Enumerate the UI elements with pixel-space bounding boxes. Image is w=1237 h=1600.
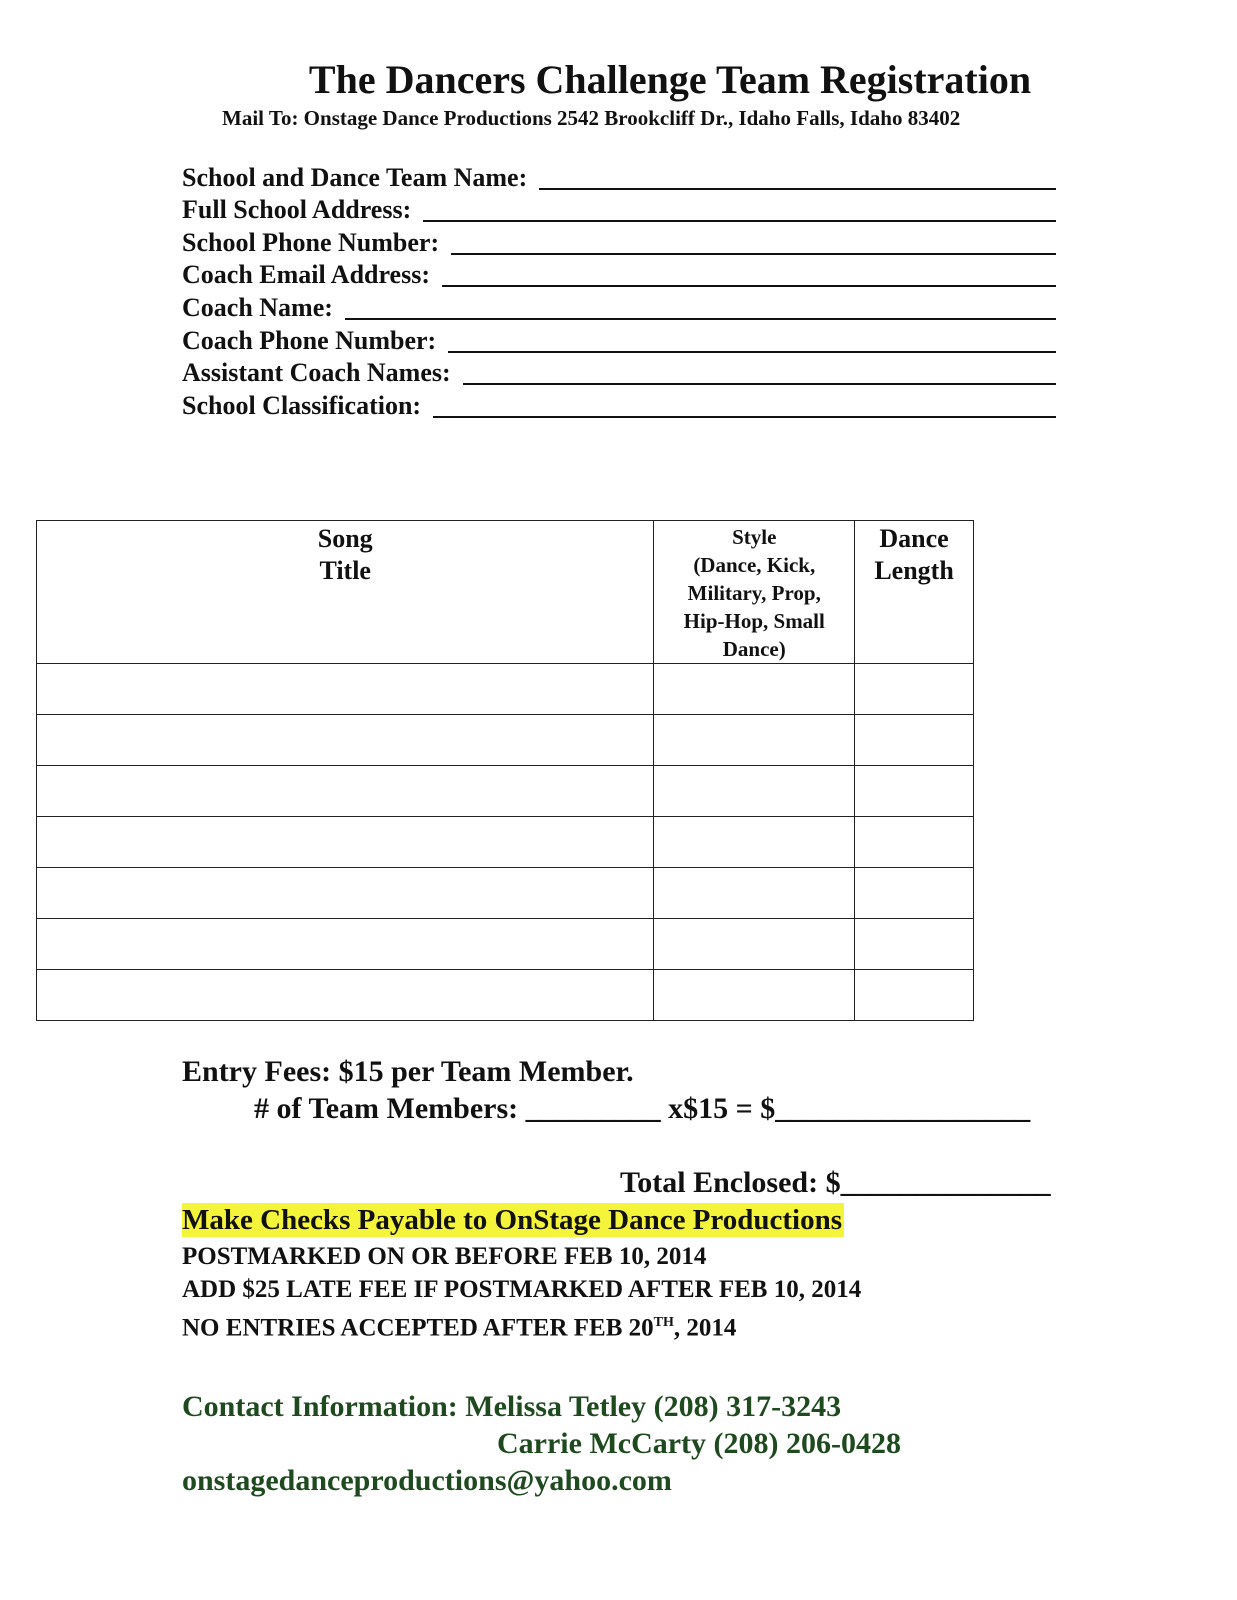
table-row [37, 664, 974, 715]
field-assistant-coaches[interactable] [182, 356, 1056, 389]
field-blank-line[interactable] [433, 416, 1056, 418]
field-coach-phone[interactable] [182, 323, 1056, 356]
field-coach-email[interactable] [182, 258, 1056, 291]
field-blank-line[interactable] [463, 383, 1056, 385]
table-row [37, 766, 974, 817]
postmark-deadline: POSTMARKED ON OR BEFORE FEB 10, 2014 [182, 1243, 707, 1270]
style-cell[interactable] [654, 868, 855, 919]
field-label: School and Dance Team Name: [182, 162, 528, 192]
dance-length-cell[interactable] [855, 715, 974, 766]
field-blank-line[interactable] [423, 220, 1056, 222]
field-label: Coach Email Address: [182, 260, 430, 290]
song-title-cell[interactable] [37, 817, 654, 868]
dance-length-header: Dance Length [855, 521, 974, 664]
contact-information [182, 1388, 901, 1499]
song-title-cell[interactable] [37, 664, 654, 715]
dance-length-cell[interactable] [855, 919, 974, 970]
field-label: Coach Phone Number: [182, 325, 437, 355]
form-title: The Dancers Challenge Team Registration [308, 57, 1032, 102]
field-school-address[interactable] [182, 193, 1056, 226]
late-fee-notice: ADD $25 LATE FEE IF POSTMARKED AFTER FEB 10, 2014 [182, 1276, 862, 1303]
table-row [37, 868, 974, 919]
contact-primary: Contact Information: Melissa Tetley (208) 317-3243 [182, 1390, 842, 1423]
song-title-cell[interactable] [37, 766, 654, 817]
field-team-name[interactable] [182, 160, 1056, 193]
field-blank-line[interactable] [442, 285, 1056, 287]
dance-length-cell[interactable] [855, 766, 974, 817]
song-title-cell[interactable] [37, 970, 654, 1021]
field-label: School Phone Number: [182, 227, 440, 257]
field-blank-line[interactable] [539, 188, 1056, 190]
song-title-header: Song Title [37, 521, 654, 664]
field-label: Assistant Coach Names: [182, 358, 451, 388]
total-enclosed[interactable]: Total Enclosed: $______________ [620, 1166, 1051, 1199]
song-title-cell[interactable] [37, 715, 654, 766]
dance-length-cell[interactable] [855, 868, 974, 919]
style-header: Style (Dance, Kick, Military, Prop, Hip-Hop, Small Dance) [654, 521, 855, 664]
entry-fees-rate: Entry Fees: $15 per Team Member. [182, 1055, 634, 1088]
table-row [37, 970, 974, 1021]
deadline-notices [182, 1240, 861, 1344]
style-cell[interactable] [654, 664, 855, 715]
field-blank-line[interactable] [451, 253, 1056, 255]
style-cell[interactable] [654, 970, 855, 1021]
song-title-cell[interactable] [37, 868, 654, 919]
song-rows [37, 664, 974, 1021]
song-entry-table [36, 520, 974, 1021]
field-school-phone[interactable] [182, 225, 1056, 258]
song-title-cell[interactable] [37, 919, 654, 970]
mail-to-address: Mail To: Onstage Dance Productions 2542 Brookcliff Dr., Idaho Falls, Idaho 83402 [222, 106, 961, 130]
table-row [37, 715, 974, 766]
field-coach-name[interactable] [182, 290, 1056, 323]
table-row [37, 919, 974, 970]
contact-email[interactable]: onstagedanceproductions@yahoo.com [182, 1464, 672, 1497]
team-info-fields [182, 160, 1056, 421]
dance-length-cell[interactable] [855, 970, 974, 1021]
table-header-row [37, 521, 974, 664]
final-deadline: NO ENTRIES ACCEPTED AFTER FEB 20TH, 2014 [182, 1314, 737, 1342]
dance-length-cell[interactable] [855, 817, 974, 868]
field-school-classification[interactable] [182, 388, 1056, 421]
entry-fees [182, 1055, 1030, 1126]
style-cell[interactable] [654, 715, 855, 766]
dance-length-cell[interactable] [855, 664, 974, 715]
field-label: Full School Address: [182, 195, 412, 225]
field-label: Coach Name: [182, 292, 333, 322]
checks-payable-note: Make Checks Payable to OnStage Dance Productions [182, 1204, 843, 1236]
style-cell[interactable] [654, 817, 855, 868]
style-cell[interactable] [654, 919, 855, 970]
style-cell[interactable] [654, 766, 855, 817]
field-blank-line[interactable] [448, 351, 1056, 353]
contact-secondary: Carrie McCarty (208) 206-0428 [497, 1427, 902, 1460]
team-members-calc[interactable]: # of Team Members: _________ x$15 = $_________________ [254, 1092, 1031, 1125]
field-label: School Classification: [182, 390, 422, 420]
table-row [37, 817, 974, 868]
field-blank-line[interactable] [345, 318, 1056, 320]
